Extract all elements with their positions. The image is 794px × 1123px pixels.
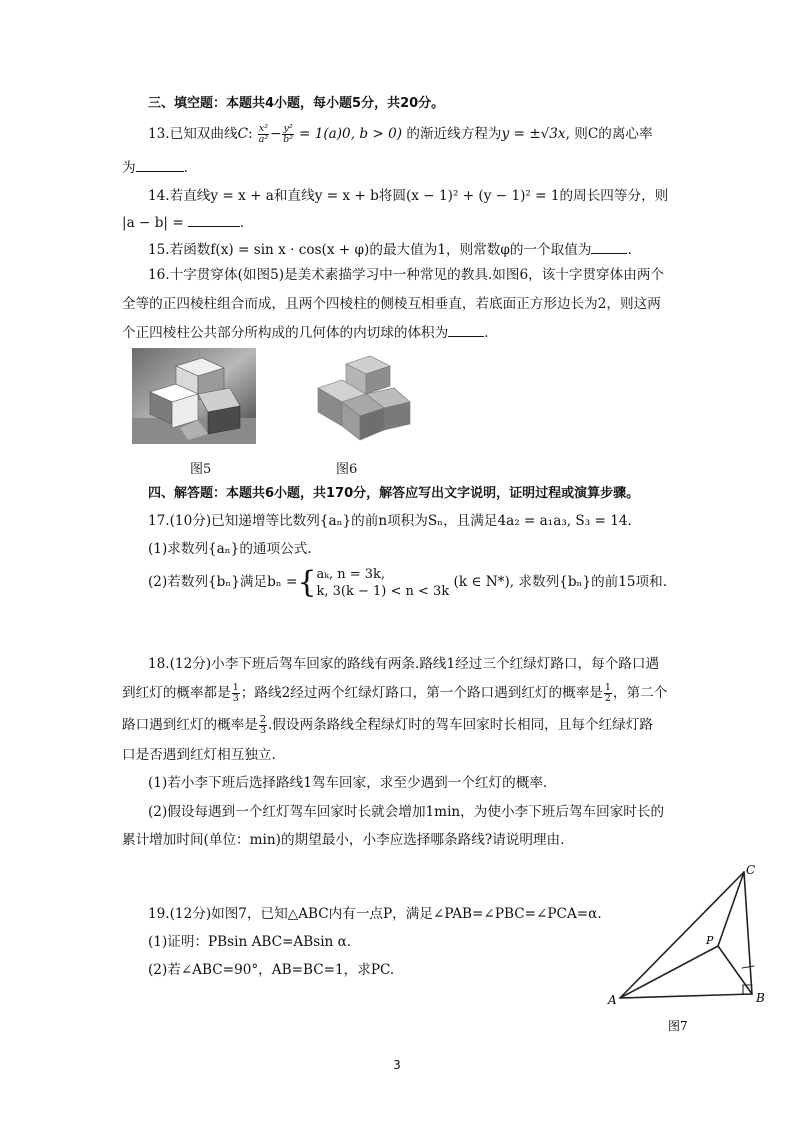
section-4-heading: 四、解答题：本题共6小题，共170分，解答应写出文字说明，证明过程或演算步骤。 xyxy=(148,486,640,501)
question-14-line-2: |a − b| = . xyxy=(122,212,244,233)
question-15: 15.若函数f(x) = sin x · cos(x + φ)的最大值为1，则常数φ的一个取值为 . xyxy=(148,239,632,260)
question-18-line-4: 口是否遇到红灯相互独立. xyxy=(122,747,276,763)
q13-fraction-y: $\frac{\text{y²}}{\text{b²}}$ xyxy=(283,123,293,145)
q13-end-text: , 则C的离心率 xyxy=(565,126,653,142)
q18-line2-part-a: 到红灯的概率都是 xyxy=(122,685,231,701)
question-17-part-2 xyxy=(148,564,667,600)
q15-text: 15.若函数f(x) = sin x · cos(x + φ)的最大值为1，则常数φ的一个取值为 xyxy=(148,242,592,258)
q17-brace: { xyxy=(297,564,317,600)
q18-fraction-2-3: $\frac{2}{3}$ xyxy=(259,714,266,736)
q18-line3-part-b: .假设两条路线全程绿灯时的驾车回家时长相同，且每个红绿灯路 xyxy=(267,717,653,733)
question-17-part-1: (1)求数列{aₙ}的通项公式. xyxy=(148,541,312,557)
vertex-a-label: A xyxy=(608,993,617,1007)
segment-pb xyxy=(718,946,752,994)
answer-blank xyxy=(448,322,484,337)
question-16-line-3: 个正四棱柱公共部分所构成的几何体的内切球的体积为 . xyxy=(122,322,489,343)
q17-part2-prefix: (2)若数列{bₙ}满足bₙ = xyxy=(148,574,298,590)
q17-piecewise-cases xyxy=(317,566,450,600)
question-18-line-3 xyxy=(122,715,653,736)
question-14-line-1: 14.若直线y = x + a和直线y = x + b将圆(x − 1)² + (y − 1)² = 1的周长四等分，则 xyxy=(148,188,669,204)
q17-case-1: aₖ, n = 3k, xyxy=(316,566,386,582)
segment-pa xyxy=(620,946,718,998)
question-19-part-1: (1)证明：PBsin ABC=ABsin α. xyxy=(148,934,352,950)
answer-blank xyxy=(591,239,627,254)
q17-case-2: k, 3(k − 1) < n < 3k xyxy=(316,583,450,599)
q18-fraction-1-3: $\frac{1}{3}$ xyxy=(232,682,239,704)
figure-6-caption: 图6 xyxy=(336,462,358,477)
q13-condition: = 1(a)0, b > 0) xyxy=(294,126,403,142)
question-18-line-1: 18.(12分)小李下班后驾车回家的路线有两条.路线1经过三个红绿灯路口，每个路口遇 xyxy=(148,656,660,672)
answer-blank xyxy=(136,157,184,172)
q13-colon: : xyxy=(248,126,257,142)
question-19-part-2: (2)若∠ABC=90°，AB=BC=1，求PC. xyxy=(148,962,395,978)
answer-blank xyxy=(188,212,240,227)
question-13-line-2: 为 . xyxy=(122,157,188,178)
question-18-line-2 xyxy=(122,683,667,704)
vertex-c-label: C xyxy=(746,863,756,877)
page-number: 3 xyxy=(393,1058,401,1072)
q13-minus: − xyxy=(270,126,282,142)
section-3-heading: 三、填空题：本题共4小题，每小题5分，共20分。 xyxy=(148,96,445,111)
question-18-part-1: (1)若小李下班后选择路线1驾车回家，求至少遇到一个红灯的概率. xyxy=(148,775,548,791)
q13-fraction-x: $\frac{\text{x²}}{\text{a²}}$ xyxy=(258,123,269,145)
q18-line3-part-a: 路口遇到红灯的概率是 xyxy=(122,717,258,733)
q14-line2-text: |a − b| = xyxy=(122,215,184,231)
q13-line2-text: 为 xyxy=(122,160,136,176)
q18-line2-part-c: ，第二个 xyxy=(612,685,668,701)
tick-mark-bc xyxy=(742,966,754,968)
question-19-line-1: 19.(12分)如图7，已知△ABC内有一点P，满足∠PAB=∠PBC=∠PCA=α. xyxy=(148,906,602,922)
question-13-line-1 xyxy=(148,124,653,145)
q13-middle-text: 的渐近线方程为 xyxy=(402,126,502,142)
q13-curve-name: C xyxy=(237,126,248,142)
side-bc xyxy=(744,872,752,994)
figure-7-caption: 图7 xyxy=(668,1019,688,1033)
side-ac xyxy=(620,872,744,998)
point-p-label: P xyxy=(706,934,714,947)
side-ab xyxy=(620,994,752,998)
figure-5-image xyxy=(132,348,256,444)
q13-prefix: 13.已知双曲线 xyxy=(148,126,238,142)
figure-7-diagram xyxy=(606,860,776,1036)
vertex-b-label: B xyxy=(756,991,765,1005)
q17-part2-suffix: (k ∈ N*), 求数列{bₙ}的前15项和. xyxy=(449,574,668,590)
question-18-part-2-line-1: (2)假设每遇到一个红灯驾车回家时长就会增加1min，为使小李下班后驾车回家时长的 xyxy=(148,804,665,820)
q13-asymptote: y = ±√3x xyxy=(501,126,566,142)
q18-fraction-1-2: $\frac{1}{2}$ xyxy=(604,682,611,704)
question-16-line-2: 全等的正四棱柱组合而成，且两个四棱柱的侧棱互相垂直，若底面正方形边长为2，则这两 xyxy=(122,296,661,312)
figure-6-image xyxy=(312,350,416,446)
figure-5-caption: 图5 xyxy=(190,462,212,477)
q18-line2-part-b: ；路线2经过两个红绿灯路口，第一个路口遇到红灯的概率是 xyxy=(240,685,603,701)
segment-pc xyxy=(718,872,744,946)
question-17-line-1: 17.(10分)已知递增等比数列{aₙ}的前n项积为Sₙ，且满足4a₂ = a₁a₃, S₃ = 14. xyxy=(148,513,632,529)
question-18-part-2-line-2: 累计增加时间(单位：min)的期望最小，小李应选择哪条路线?请说明理由. xyxy=(122,832,565,848)
question-16-line-1: 16.十字贯穿体(如图5)是美术素描学习中一种常见的教具.如图6，该十字贯穿体由两个 xyxy=(148,267,665,283)
q16-line3-text: 个正四棱柱公共部分所构成的几何体的内切球的体积为 xyxy=(122,325,449,341)
